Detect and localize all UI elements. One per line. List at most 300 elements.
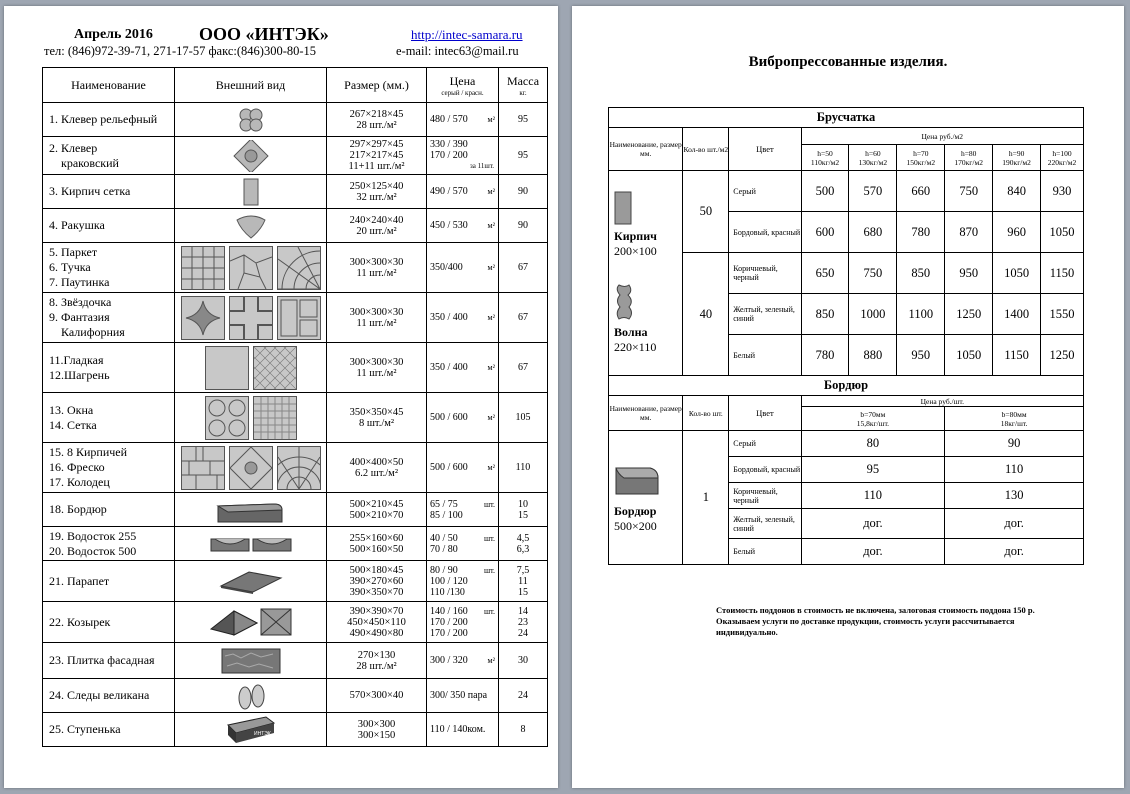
product-name [43, 602, 175, 643]
color-name: Желтый, зеленый, синий [729, 509, 801, 539]
grid-tile-icon [253, 396, 297, 440]
product-name-line: 2. Клевер [49, 140, 98, 155]
price-cell: дог. [801, 539, 945, 565]
mass-line: 30 [518, 655, 528, 666]
price-cell: 950 [897, 335, 945, 376]
color-name: Коричневый, черный [729, 483, 801, 509]
price-cell: 1150 [993, 335, 1041, 376]
header-price: Цена руб./м2 [801, 128, 1083, 145]
product-name-line: 1. Клевер рельефный [49, 112, 158, 126]
size-line: 570×300×40 [349, 690, 404, 701]
size-line: 240×240×40 [349, 214, 404, 226]
product-mass [499, 602, 548, 643]
size-line: 270×130 [357, 649, 396, 661]
product-name [43, 209, 175, 243]
product-mass [499, 493, 548, 527]
price-line: 100 / 120 [430, 575, 468, 587]
price-cell: 950 [945, 253, 993, 294]
note-line: Оказываем услуги по доставке продукции, стоимость услуги рассчитывается [716, 616, 1015, 626]
clover-icon [236, 106, 266, 134]
clover2-icon [233, 140, 269, 172]
price-cell: 600 [801, 212, 849, 253]
product-image [175, 343, 327, 393]
product-mass [499, 137, 548, 175]
page-title: Вибропрессованные изделия. [748, 54, 948, 70]
price-cell: 750 [849, 253, 897, 294]
price-cell: 1150 [1041, 253, 1084, 294]
curb-stone-icon [614, 462, 660, 496]
qty-volna: 40 [683, 253, 729, 376]
product-name [43, 679, 175, 713]
product-image [175, 527, 327, 561]
price-line: 170 / 200 [430, 627, 468, 639]
product-name [43, 493, 175, 527]
shell-icon [233, 212, 269, 240]
product-mass [499, 343, 548, 393]
price-unit: м² [487, 363, 495, 372]
header-name: Наименование [43, 68, 175, 103]
header-price [427, 68, 499, 103]
size-line: 490×490×80 [349, 627, 404, 639]
header-look: Внешний вид [175, 68, 327, 103]
price-line: 110 / 140ком. [430, 724, 486, 735]
price-unit: м² [487, 263, 495, 272]
price-cell: 930 [1041, 171, 1084, 212]
windows-tile-icon [205, 396, 249, 440]
price-cell: 1050 [1041, 212, 1084, 253]
product-name-line: 16. Фреско [49, 460, 105, 474]
color-name: Белый [729, 335, 801, 376]
mass-line: 90 [518, 186, 528, 197]
header-name: Наименование, размер мм. [609, 128, 683, 171]
product-name-line: 25. Ступенька [49, 722, 121, 736]
price-cell: 840 [993, 171, 1041, 212]
product-size [327, 343, 427, 393]
price-cell: дог. [945, 539, 1084, 565]
product-size [327, 493, 427, 527]
table-row [43, 602, 548, 643]
price-line: 350 / 400 [430, 362, 468, 373]
price-cell: 1050 [993, 253, 1041, 294]
header-color: Цвет [729, 128, 801, 171]
size-line: 300×300 [357, 718, 396, 730]
section-bordyur: Бордюр [609, 376, 1084, 396]
product-image [175, 561, 327, 602]
price-line: 500 / 600 [430, 462, 468, 473]
header-mass-label: Масса [506, 73, 540, 88]
product-name-line: 11.Гладкая [49, 352, 104, 367]
product-bordyur-name: Бордюр [614, 503, 657, 518]
thickness-header [897, 145, 945, 171]
product-name [43, 643, 175, 679]
product-image [175, 443, 327, 493]
price-cell: 960 [993, 212, 1041, 253]
product-name-line: 18. Бордюр [49, 502, 107, 516]
mass-line: 10 [518, 498, 528, 510]
price-list-page-1 [4, 6, 558, 788]
product-name [43, 393, 175, 443]
shagreen-tile-icon [253, 346, 297, 390]
cloud-tile-icon [229, 246, 273, 290]
facade-icon [221, 648, 281, 674]
table-row [43, 713, 548, 747]
products-table [42, 67, 548, 747]
price-cell: 650 [801, 253, 849, 294]
product-image [175, 713, 327, 747]
price-unit: шт. [483, 533, 495, 543]
table-row [43, 561, 548, 602]
header-name: Наименование, размер мм. [609, 396, 683, 431]
product-size [327, 679, 427, 713]
mass-line: 24 [518, 690, 528, 701]
price-line: 300/ 350 пара [430, 690, 488, 701]
size-line: 300×300×30 [349, 306, 404, 318]
product-image [175, 679, 327, 713]
thickness-header [849, 145, 897, 171]
price-note: за 11шт. [469, 162, 494, 170]
header-mass [499, 68, 548, 103]
product-price [427, 602, 499, 643]
price-cell: 80 [801, 431, 945, 457]
product-mass [499, 443, 548, 493]
color-name: Серый [729, 431, 801, 457]
price-line: 450 / 530 [430, 220, 468, 231]
website-link[interactable]: http://intec-samara.ru [411, 27, 523, 42]
size-line: 6.2 шт./м² [355, 467, 398, 479]
footer-note [716, 605, 1116, 638]
thickness-label: h=90 [1008, 148, 1025, 158]
drain-icon [251, 531, 293, 557]
product-price [427, 643, 499, 679]
thickness-weight: 220кг/м2 [1047, 157, 1077, 167]
color-name: Коричневый, черный [729, 253, 801, 294]
product-name-line: 4. Ракушка [49, 218, 105, 232]
color-name: Бордовый, красный [729, 212, 801, 253]
width-70-label: b=70мм [860, 409, 886, 419]
table-header-row [43, 68, 548, 103]
price-cell: 1250 [945, 294, 993, 335]
price-cell: 850 [801, 294, 849, 335]
price-line: 350 / 400 [430, 312, 468, 323]
mass-line: 67 [518, 362, 528, 373]
size-line: 500×210×70 [349, 509, 404, 521]
canopy-icon [209, 607, 259, 637]
size-line: 32 шт./м² [356, 191, 397, 203]
size-line: 8 шт./м² [358, 417, 395, 429]
thickness-weight: 150кг/м2 [906, 157, 936, 167]
product-price [427, 443, 499, 493]
mass-line: 14 [518, 605, 528, 617]
product-name [43, 175, 175, 209]
thickness-header [1041, 145, 1084, 171]
table-row [43, 679, 548, 713]
price-cell: 500 [801, 171, 849, 212]
product-size [327, 393, 427, 443]
mass-line: 7,5 [516, 564, 530, 576]
product-kirpich-size: 200×100 [614, 244, 657, 258]
table-row [43, 393, 548, 443]
size-line: 28 шт./м² [356, 119, 397, 131]
product-bordyur-size: 500×200 [614, 518, 657, 533]
size-line: 250×125×40 [349, 180, 404, 192]
size-line: 11 шт./м² [356, 367, 397, 379]
color-name: Белый [729, 539, 801, 565]
bricks8-tile-icon [181, 446, 225, 490]
size-line: 300×150 [357, 729, 396, 741]
thickness-header [801, 145, 849, 171]
price-unit: м² [487, 313, 495, 322]
price-line: 300 / 320 [430, 655, 468, 666]
product-size [327, 103, 427, 137]
product-image [175, 175, 327, 209]
product-image [175, 293, 327, 343]
width-80-header [945, 407, 1084, 431]
product-name-line: 7. Паутинка [49, 275, 110, 289]
price-unit: шт. [483, 565, 495, 575]
width-80-label: b=80мм [1001, 409, 1027, 419]
size-line: 300×300×30 [349, 356, 404, 368]
size-line: 217×217×45 [349, 150, 404, 161]
product-name [43, 443, 175, 493]
price-line: 65 / 75 [430, 498, 458, 510]
thickness-weight: 130кг/м2 [858, 157, 888, 167]
price-line: 330 / 390 [430, 139, 468, 150]
fresco-tile-icon [229, 446, 273, 490]
product-name-line: 24. Следы великана [49, 688, 150, 702]
product-price [427, 293, 499, 343]
size-line: 28 шт./м² [356, 660, 397, 672]
thickness-weight: 110кг/м2 [810, 157, 840, 167]
paver-products-cell [609, 171, 683, 376]
width-80-weight: 18кг/шт. [1000, 418, 1028, 428]
price-unit: шт. [483, 499, 495, 509]
product-name-line: 20. Водосток 500 [49, 543, 137, 558]
size-line: 390×350×70 [349, 586, 404, 598]
header-price-label: Цена [449, 73, 476, 88]
price-line: 350/400 [430, 262, 463, 273]
product-size [327, 175, 427, 209]
price-cell: 1250 [1041, 335, 1084, 376]
product-size [327, 527, 427, 561]
price-cell: 130 [945, 483, 1084, 509]
product-price [427, 713, 499, 747]
header-price: Цена руб./шт. [801, 396, 1083, 407]
price-cell: 680 [849, 212, 897, 253]
product-name [43, 137, 175, 175]
header-size: Размер (мм.) [327, 68, 427, 103]
phone-numbers: тел: (846)972-39-71, 271-17-57 факс:(846)300-80-15 [44, 44, 317, 58]
price-cell: дог. [801, 509, 945, 539]
price-cell: 90 [945, 431, 1084, 457]
mass-line: 67 [518, 262, 528, 273]
product-mass [499, 713, 548, 747]
price-row [609, 431, 1084, 457]
product-price [427, 209, 499, 243]
vibropressed-table [608, 107, 1084, 565]
calif-tile-icon [277, 296, 321, 340]
star-tile-icon [181, 296, 225, 340]
table-row [43, 137, 548, 175]
price-line: 170 / 200 [430, 616, 468, 628]
price-unit: м² [487, 413, 495, 422]
product-size [327, 209, 427, 243]
brick-icon [243, 178, 259, 206]
product-name [43, 293, 175, 343]
mass-line: 11 [518, 575, 528, 587]
mass-line: 23 [518, 616, 528, 628]
thickness-header [945, 145, 993, 171]
size-line: 11 шт./м² [356, 267, 397, 279]
canopy2-icon [259, 607, 293, 637]
product-name [43, 243, 175, 293]
thickness-label: h=70 [913, 148, 929, 158]
table-row [43, 293, 548, 343]
width-70-weight: 15,8кг/шт. [856, 418, 890, 428]
product-size [327, 713, 427, 747]
product-name-line: 23. Плитка фасадная [49, 653, 155, 667]
qty-bordyur: 1 [683, 431, 729, 565]
price-cell: 750 [945, 171, 993, 212]
color-name: Бордовый, красный [729, 457, 801, 483]
table-row [43, 103, 548, 137]
thickness-weight: 190кг/м2 [1002, 157, 1031, 167]
feet-icon [233, 681, 269, 711]
product-name-line: 8. Звёздочка [49, 295, 112, 309]
thickness-weight: 170кг/м2 [954, 157, 983, 167]
price-cell: дог. [945, 509, 1084, 539]
size-line: 390×270×60 [349, 575, 404, 587]
price-line: 170 / 200 [430, 150, 468, 161]
product-size [327, 643, 427, 679]
product-price [427, 393, 499, 443]
product-name-line: 17. Колодец [49, 475, 110, 489]
product-name-line: 5. Паркет [49, 245, 98, 259]
product-price [427, 527, 499, 561]
size-line: 300×300×30 [349, 256, 404, 268]
price-cell: 1550 [1041, 294, 1084, 335]
product-name-line: 13. Окна [49, 402, 94, 417]
thickness-label: h=100 [1052, 148, 1072, 158]
product-volna-size: 220×110 [614, 340, 657, 354]
size-line: 450×450×110 [347, 616, 406, 628]
size-line: 500×160×50 [349, 543, 404, 555]
product-size [327, 602, 427, 643]
curb-icon [216, 496, 286, 524]
product-image [175, 103, 327, 137]
product-price [427, 561, 499, 602]
price-cell: 660 [897, 171, 945, 212]
color-name: Желтый, зеленый, синий [729, 294, 801, 335]
web-tile-icon [277, 246, 321, 290]
header-color: Цвет [729, 396, 801, 431]
product-mass [499, 175, 548, 209]
product-mass [499, 209, 548, 243]
well-tile-icon [277, 446, 321, 490]
size-line: 11+11 шт./м² [348, 161, 405, 172]
product-name-line: 19. Водосток 255 [49, 528, 137, 543]
table-row [43, 643, 548, 679]
product-size [327, 443, 427, 493]
product-mass [499, 679, 548, 713]
price-line: 40 / 50 [430, 532, 458, 544]
product-mass [499, 561, 548, 602]
price-cell: 570 [849, 171, 897, 212]
size-line: 11 шт./м² [356, 317, 397, 329]
price-cell: 110 [801, 483, 945, 509]
thickness-label: h=80 [960, 148, 977, 158]
size-line: 20 шт./м² [356, 225, 397, 237]
product-name [43, 561, 175, 602]
product-image [175, 393, 327, 443]
product-name-line: 22. Козырек [49, 614, 111, 629]
product-name-line: 12.Шагрень [49, 367, 110, 382]
size-line: 500×180×45 [349, 564, 404, 576]
qty-kirpich: 50 [683, 171, 729, 253]
product-name [43, 103, 175, 137]
product-price [427, 137, 499, 175]
product-size [327, 293, 427, 343]
product-price [427, 679, 499, 713]
color-name: Серый [729, 171, 801, 212]
table-row [43, 175, 548, 209]
product-name-line: 21. Парапет [49, 573, 110, 588]
drain-icon [209, 531, 251, 557]
note-line: индивидуально. [716, 627, 778, 637]
price-cell: 880 [849, 335, 897, 376]
header-qty: Кол-во шт. [683, 396, 729, 431]
price-unit: м² [487, 187, 495, 196]
size-line: 255×160×60 [349, 532, 404, 544]
size-line: 350×350×45 [349, 406, 404, 418]
product-price [427, 243, 499, 293]
price-line: 490 / 570 [430, 186, 468, 197]
product-mass [499, 243, 548, 293]
price-cell: 1000 [849, 294, 897, 335]
document-date: Апрель 2016 [74, 27, 153, 42]
header-qty: Кол-во шт./м2 [683, 128, 729, 171]
mass-line: 15 [518, 509, 528, 521]
parapet-icon [219, 568, 283, 594]
product-image [175, 243, 327, 293]
price-row [609, 171, 1084, 212]
mass-line: 90 [518, 220, 528, 231]
curb-product-cell [609, 431, 683, 565]
mass-line: 105 [515, 412, 531, 423]
thickness-label: h=60 [865, 148, 881, 158]
price-cell: 1100 [897, 294, 945, 335]
product-name-line: 3. Кирпич сетка [49, 184, 131, 198]
product-kirpich-name: Кирпич [614, 229, 657, 243]
product-image [175, 137, 327, 175]
size-line: 500×210×45 [349, 498, 404, 510]
product-volna-name: Волна [614, 325, 648, 339]
product-name-line: 9. Фантазия [49, 310, 110, 324]
product-size [327, 243, 427, 293]
mass-line: 67 [518, 312, 528, 323]
wave-shape-icon [614, 283, 636, 321]
product-image [175, 643, 327, 679]
price-unit: шт. [483, 606, 495, 616]
price-line: 80 / 90 [430, 564, 458, 576]
size-line: 400×400×50 [349, 456, 404, 468]
product-mass [499, 103, 548, 137]
table-row [43, 493, 548, 527]
section-bruschatka: Брусчатка [609, 108, 1084, 128]
price-cell: 1050 [945, 335, 993, 376]
smooth-tile-icon [205, 346, 249, 390]
brick-shape-icon [614, 191, 632, 225]
thickness-header [993, 145, 1041, 171]
